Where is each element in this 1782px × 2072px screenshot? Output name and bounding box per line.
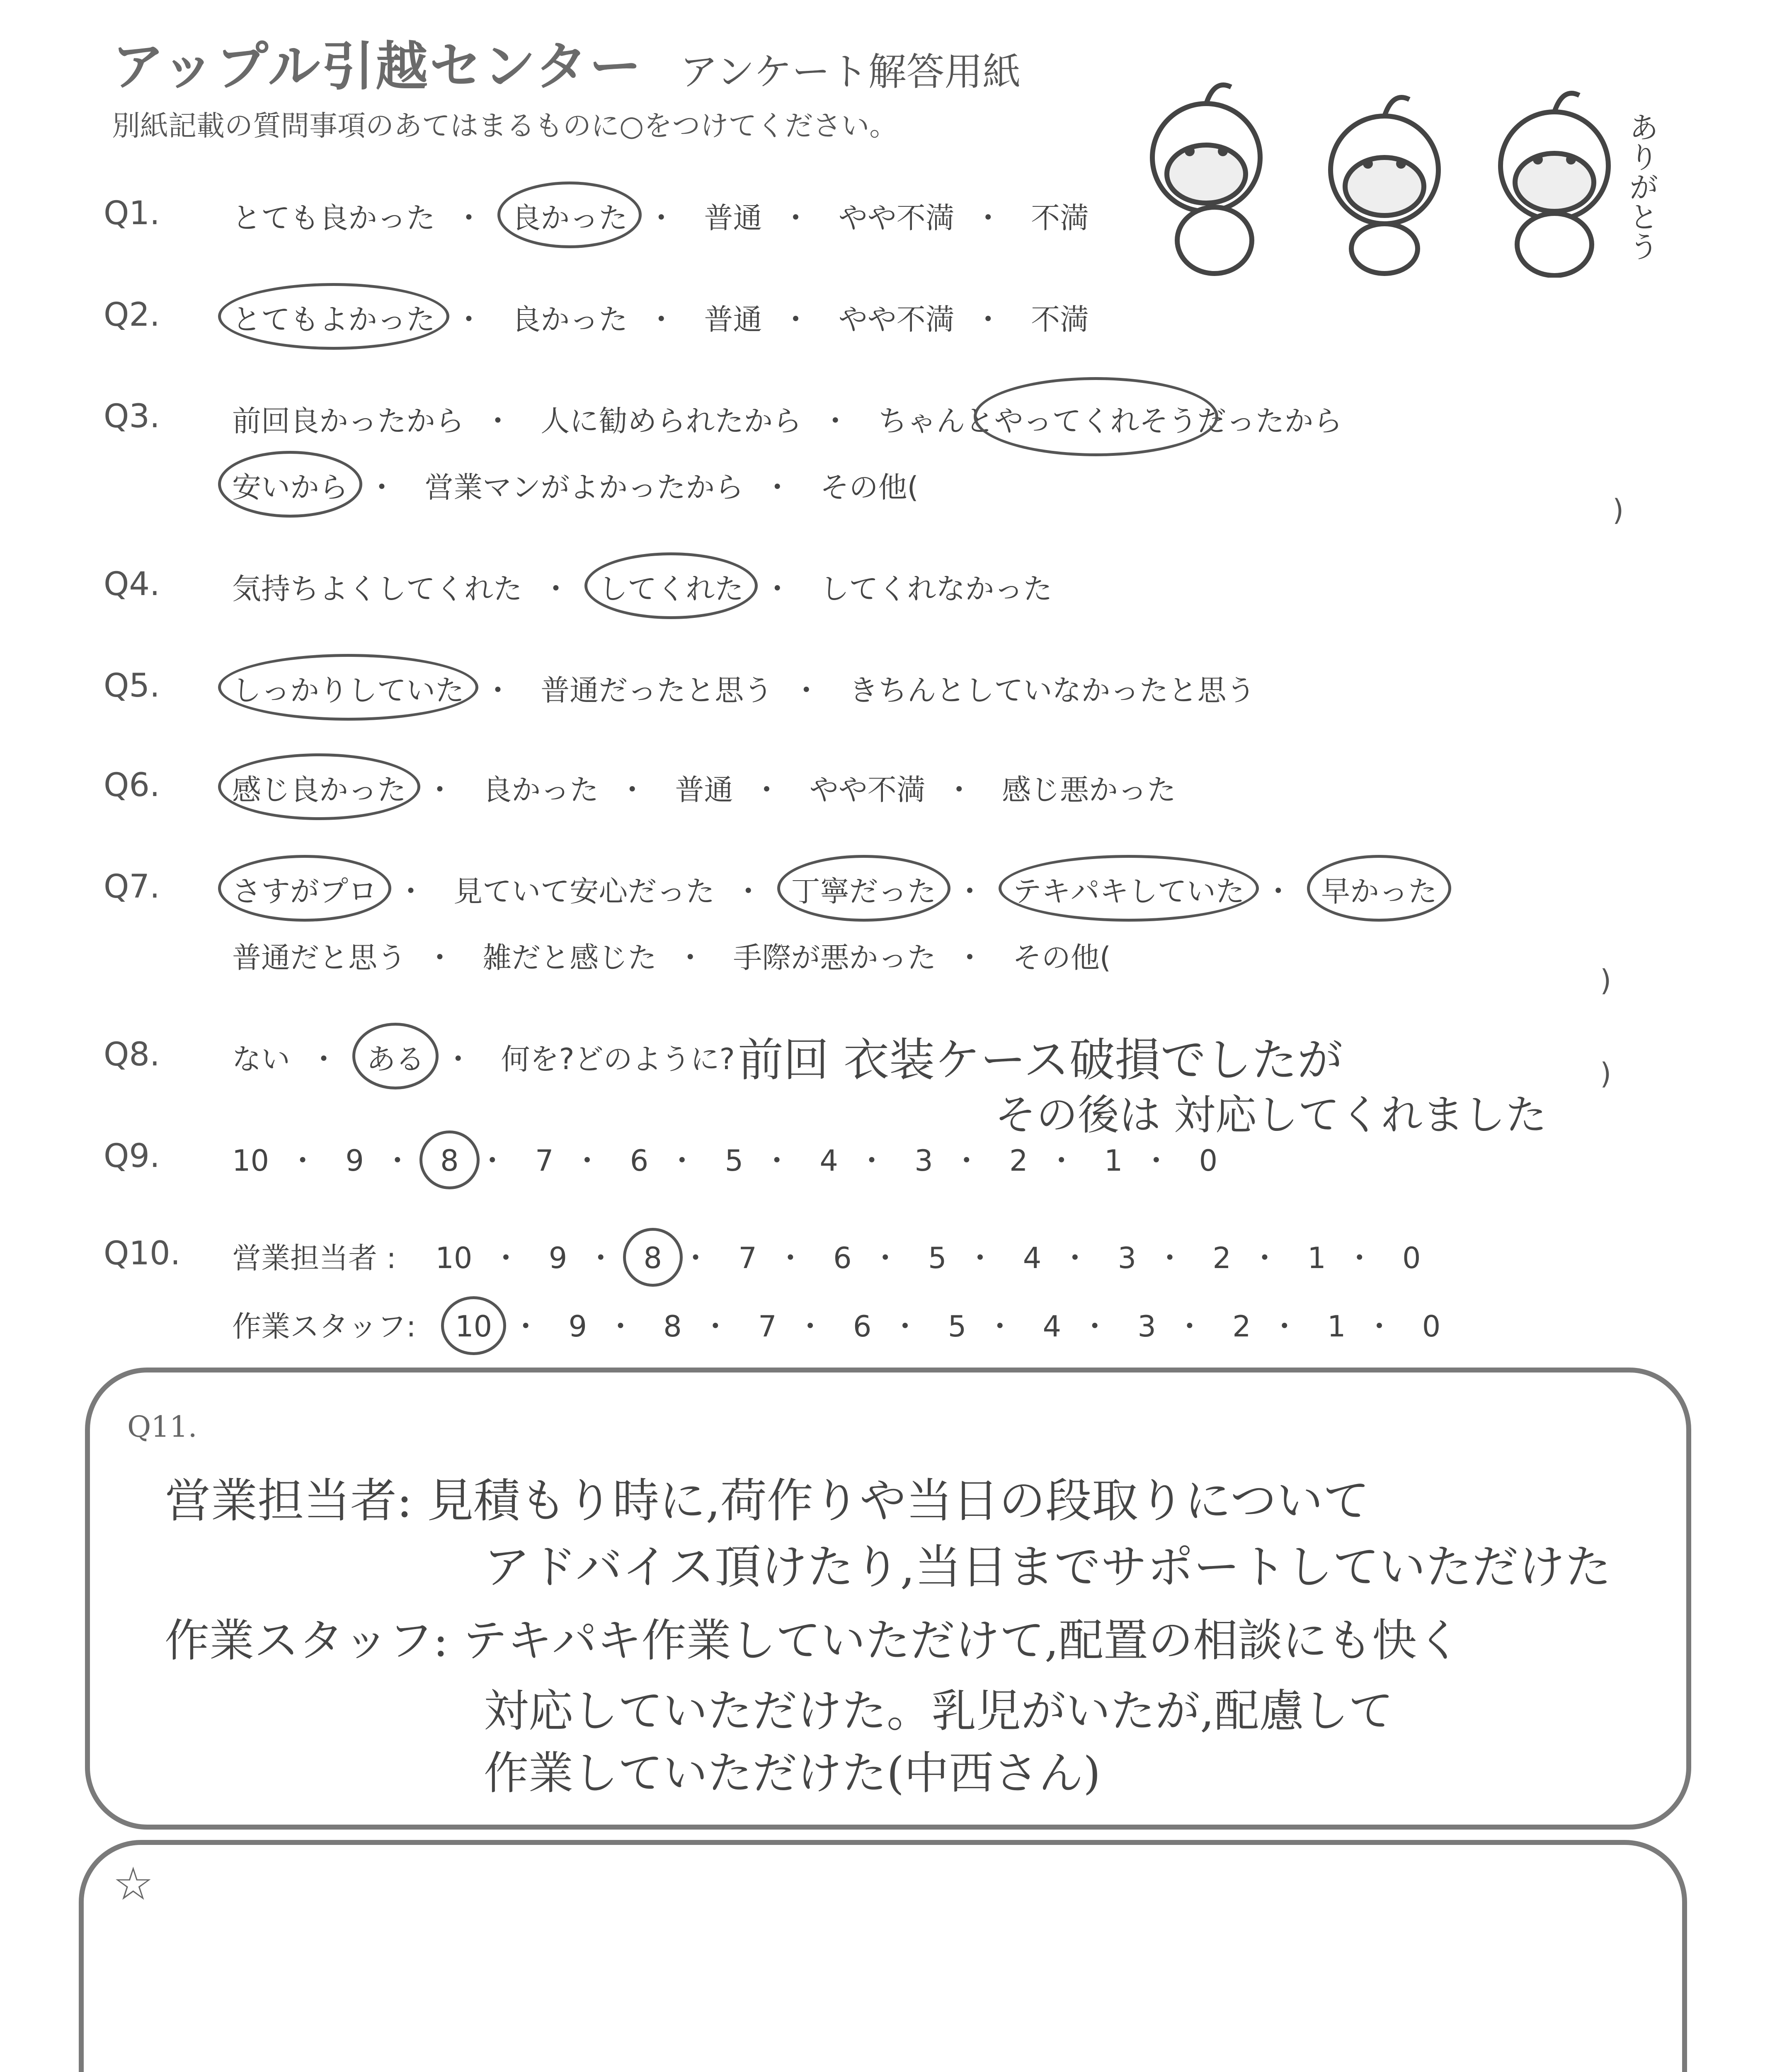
q3-option-4[interactable]: 安いから: [232, 464, 348, 506]
q3-option-3[interactable]: ちゃんとやってくれそうだったから: [878, 398, 1343, 440]
q4-option-3[interactable]: してくれなかった: [820, 572, 1052, 606]
q10-sales-score-7[interactable]: 7: [738, 1241, 757, 1275]
q10-staff-score-1[interactable]: 1: [1327, 1310, 1346, 1343]
q9-score-8[interactable]: 8: [440, 1144, 459, 1178]
star-comment-box[interactable]: [79, 1840, 1687, 2072]
answer-circle: [218, 654, 478, 721]
q1-option-5[interactable]: 不満: [1031, 201, 1089, 235]
q10-sales-score-0[interactable]: 0: [1402, 1241, 1421, 1275]
q3-option-2[interactable]: 人に勧められたから: [541, 404, 802, 438]
q10-sales-score-5[interactable]: 5: [928, 1241, 947, 1275]
q10-staff-score-7[interactable]: 7: [758, 1310, 777, 1343]
q10-sales-label: 営業担当者 :: [232, 1241, 396, 1275]
q7-option-3[interactable]: 丁寧だった: [791, 868, 936, 910]
q10-sales-score-1[interactable]: 1: [1307, 1241, 1326, 1275]
q11-line-1: 営業担当者: 見積もり時に,荷作りや当日の段取りについて: [165, 1474, 1370, 1528]
q8-option-2[interactable]: ある: [366, 1036, 424, 1078]
q10-sales-score-10[interactable]: 10: [435, 1241, 473, 1275]
q11-label: Q11.: [127, 1410, 197, 1444]
q10-sales-score-4[interactable]: 4: [1023, 1241, 1042, 1275]
q5-option-1[interactable]: しっかりしていた: [232, 667, 464, 709]
q9-score-3[interactable]: 3: [914, 1144, 933, 1178]
q7-option-4[interactable]: テキパキしていた: [1013, 868, 1245, 910]
question-label: Q5.: [104, 667, 160, 704]
q2-option-3[interactable]: 普通: [704, 303, 762, 336]
q7-option-9[interactable]: その他(: [1012, 941, 1111, 975]
q9-score-6[interactable]: 6: [630, 1144, 649, 1178]
q7-option-6[interactable]: 普通だと思う: [232, 941, 406, 975]
q1-option-4[interactable]: やや不満: [838, 201, 955, 235]
q9-score-2[interactable]: 2: [1009, 1144, 1028, 1178]
q6-option-3[interactable]: 普通: [675, 773, 733, 807]
q4-option-1[interactable]: 気持ちよくしてくれた: [232, 572, 522, 606]
q10-sales-score-2[interactable]: 2: [1212, 1241, 1231, 1275]
q10-staff-score-0[interactable]: 0: [1422, 1310, 1441, 1343]
question-label: Q4.: [104, 566, 160, 603]
q3-option-5[interactable]: 営業マンがよかったから: [424, 470, 744, 504]
question-label: Q6.: [104, 767, 160, 804]
q11-line-5: 作業していただけた(中西さん): [484, 1748, 1101, 1799]
answer-circle: [974, 377, 1218, 456]
q10-staff-score-6[interactable]: 6: [853, 1310, 872, 1343]
q2-option-1[interactable]: とてもよかった: [232, 296, 435, 338]
question-label: Q1.: [104, 195, 160, 232]
q3-option-6[interactable]: その他(: [820, 470, 919, 504]
q1-option-2[interactable]: 良かった: [512, 195, 628, 237]
q9-score-7[interactable]: 7: [535, 1144, 554, 1178]
answer-circle: [777, 855, 950, 922]
q9-score-9[interactable]: 9: [345, 1144, 364, 1178]
question-label: Q10.: [104, 1235, 181, 1272]
q6-option-4[interactable]: やや不満: [809, 773, 926, 807]
question-label: Q7.: [104, 868, 160, 905]
q8-option-1[interactable]: ない: [232, 1042, 290, 1076]
question-label: Q2.: [104, 296, 160, 334]
answer-circle: [441, 1296, 506, 1355]
q1-option-1[interactable]: とても良かった: [232, 201, 435, 235]
q9-score-0[interactable]: 0: [1199, 1144, 1218, 1178]
form-title: アップル引越センター: [112, 36, 643, 97]
question-label: Q8.: [104, 1036, 160, 1073]
q7-option-2[interactable]: 見ていて安心だった: [453, 874, 715, 908]
q2-option-4[interactable]: やや不満: [838, 303, 955, 336]
answer-circle: [419, 1130, 480, 1189]
q10-sales-score-9[interactable]: 9: [548, 1241, 567, 1275]
q7-option-7[interactable]: 雑だと感じた: [482, 941, 657, 975]
q7-option-8[interactable]: 手際が悪かった: [733, 941, 936, 975]
answer-circle: [352, 1023, 439, 1089]
answer-circle: [999, 855, 1259, 922]
q8-option-3[interactable]: 何を?どのように?: [501, 1042, 735, 1076]
q10-sales-score-3[interactable]: 3: [1118, 1241, 1137, 1275]
q3-paren-close: ): [1612, 493, 1624, 527]
q11-comment-box[interactable]: [85, 1368, 1691, 1830]
q5-option-3[interactable]: きちんとしていなかったと思う: [849, 673, 1256, 707]
answer-circle: [218, 855, 391, 922]
answer-circle: [584, 552, 758, 619]
q9-score-5[interactable]: 5: [725, 1144, 744, 1178]
q5-option-2[interactable]: 普通だったと思う: [541, 673, 773, 707]
q11-line-3: 作業スタッフ: テキパキ作業していただけて,配置の相談にも快く: [165, 1615, 1462, 1667]
question-label: Q9.: [104, 1138, 160, 1175]
answer-circle: [218, 283, 449, 350]
q10-sales-score-8[interactable]: 8: [644, 1241, 662, 1275]
q2-option-5[interactable]: 不満: [1031, 303, 1089, 336]
q10-staff-score-8[interactable]: 8: [663, 1310, 682, 1343]
q9-score-10[interactable]: 10: [232, 1144, 269, 1178]
answer-circle: [497, 182, 642, 248]
q10-staff-label: 作業スタッフ:: [232, 1310, 416, 1343]
question-label: Q3.: [104, 398, 160, 435]
q8-paren-close: ): [1600, 1057, 1612, 1091]
q9-score-4[interactable]: 4: [819, 1144, 838, 1178]
answer-circle: [218, 451, 362, 518]
q10-staff-score-9[interactable]: 9: [568, 1310, 587, 1343]
q8-handwritten-answer-line2: その後は 対応してくれました: [995, 1091, 1547, 1139]
q6-option-2[interactable]: 良かった: [482, 773, 599, 807]
q10-sales-score-6[interactable]: 6: [833, 1241, 852, 1275]
q4-option-2[interactable]: してくれた: [599, 566, 744, 608]
q3-option-1[interactable]: 前回良かったから: [232, 404, 464, 438]
q1-option-3[interactable]: 普通: [704, 201, 762, 235]
q10-staff-score-2[interactable]: 2: [1232, 1310, 1251, 1343]
q11-line-4: 対応していただけた。乳児がいたが,配慮して: [484, 1685, 1394, 1737]
q7-option-1[interactable]: さすがプロ: [232, 868, 377, 910]
form-instruction: 別紙記載の質問事項のあてはまるものに○をつけてください。: [112, 110, 898, 143]
answer-circle: [623, 1228, 683, 1287]
q10-staff-score-3[interactable]: 3: [1137, 1310, 1156, 1343]
q8-handwritten-answer-line1: 前回 衣装ケース破損でしたが: [738, 1034, 1343, 1087]
answer-circle: [1307, 855, 1451, 922]
q10-staff-score-10[interactable]: 10: [455, 1310, 492, 1343]
form-subtitle: アンケート解答用紙: [680, 50, 1021, 94]
q6-option-1[interactable]: 感じ良かった: [232, 767, 406, 808]
q10-staff-score-5[interactable]: 5: [948, 1310, 967, 1343]
q7-paren-close: ): [1600, 963, 1612, 997]
q7-option-5[interactable]: 早かった: [1321, 868, 1437, 910]
q6-option-5[interactable]: 感じ悪かった: [1002, 773, 1176, 807]
q10-staff-score-4[interactable]: 4: [1043, 1310, 1062, 1343]
answer-circle: [218, 753, 420, 820]
star-icon: ☆: [113, 1857, 154, 1910]
mascot-text: ありがとう: [1624, 112, 1659, 261]
q2-option-2[interactable]: 良かった: [512, 303, 628, 336]
q9-score-1[interactable]: 1: [1104, 1144, 1123, 1178]
q11-line-2: アドバイス頂けたり,当日までサポートしていただけた: [484, 1540, 1612, 1594]
mascot-illustration: [1119, 62, 1679, 278]
